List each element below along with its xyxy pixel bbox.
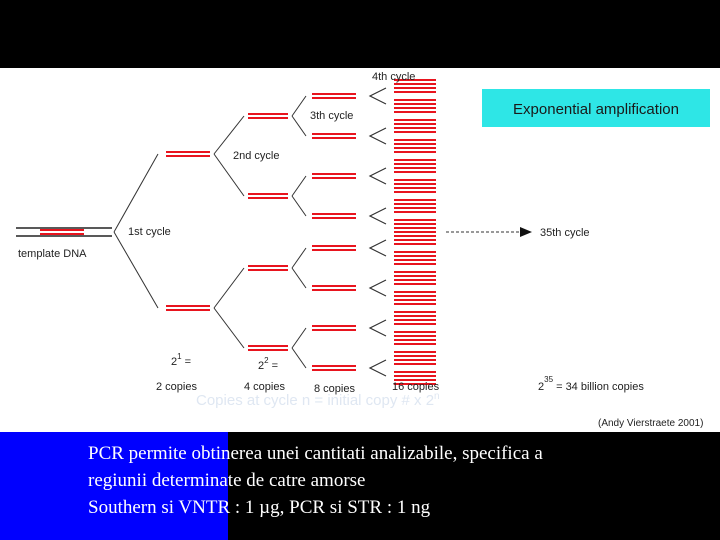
faded-formula: Copies at cycle n = initial copy # x 2$^n$ <box>196 391 440 409</box>
count-2-formula: $2^2$ = <box>258 356 279 372</box>
credit-label: (Andy Vierstraete 2001) <box>598 418 704 429</box>
count-35-formula: $2^{35} = 34$ billion copies <box>538 375 644 393</box>
cycle-3-label: 3th cycle <box>310 110 354 122</box>
cycle-4-label: 4th cycle <box>372 71 416 83</box>
count-1-formula: $2^1$ = <box>171 352 192 368</box>
pcr-diagram <box>0 68 720 432</box>
caption-line-2: regiunii determinate de catre amorse <box>88 470 366 491</box>
cycle-35-label: 35th cycle <box>540 227 590 239</box>
count-1-copies: 2 copies <box>156 381 197 393</box>
caption <box>88 440 708 521</box>
callout-text: Exponential amplification <box>513 101 679 118</box>
count-4-copies: 16 copies <box>392 381 440 393</box>
template-dna-label: template DNA <box>18 248 87 260</box>
count-2-copies: 4 copies <box>244 381 285 393</box>
cycle-1-label: 1st cycle <box>128 226 171 238</box>
caption-line-1: PCR permite obtinerea unei cantitati analizabile, specifica a <box>88 443 543 464</box>
cycle-2-label: 2nd cycle <box>233 150 280 162</box>
count-3-copies: 8 copies <box>314 383 355 395</box>
caption-line-3: Southern si VNTR : 1 µg, PCR si STR : 1 ng <box>88 497 431 518</box>
